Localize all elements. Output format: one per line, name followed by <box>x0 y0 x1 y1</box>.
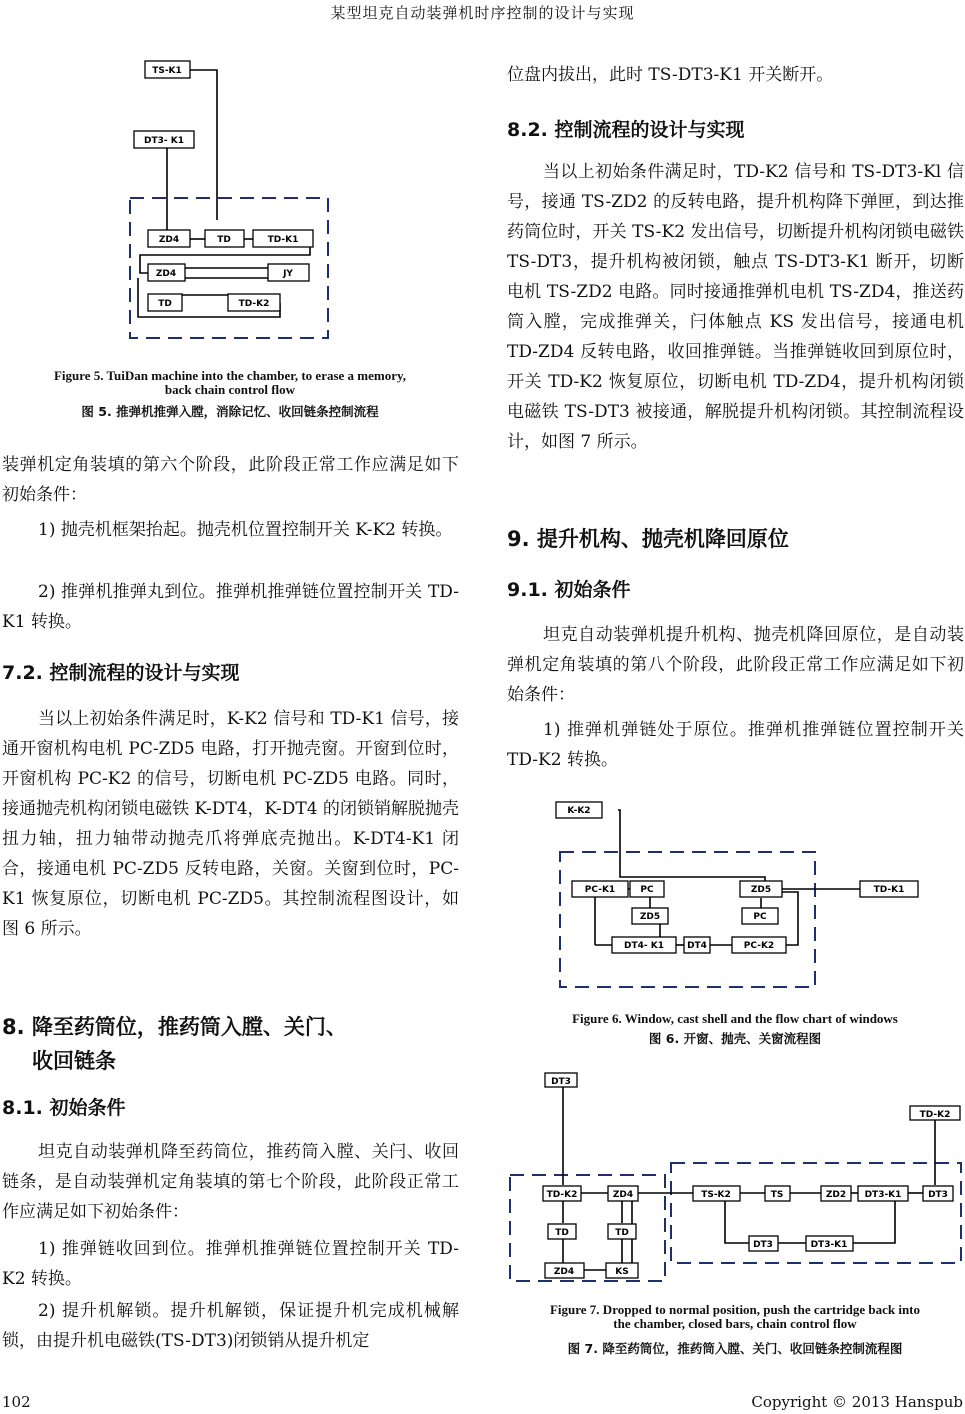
figure-5-diagram <box>120 55 340 350</box>
left-para-6: 1) 推弹链收回到位。推弹机推弹链位置控制开关 TD-K2 转换。 <box>2 1239 459 1289</box>
left-para-1: 装弹机定角装填的第六个阶段，此阶段正常工作应满足如下初始条件： <box>2 455 459 505</box>
right-para-2: 当以上初始条件满足时，TD-K2 信号和 TS-DT3-Kl 信号，接通 TS-ZD2 的反转电路，提升机构降下弹匣，到达推药筒位时，开关 TS-K2 发出信号，切断提升机构闭锁电磁铁 TS-DT3，提升机构被闭锁，触点 TS-DT3-K1 断开，切断电机 TS-ZD2 电路。同时接通推弹机电机 TS-ZD4，推送药筒入膛，完成推弹关，闩体触点 KS 发出信号，接通电机 TD-ZD4 反转电路，收回推弹链。当推弹链收回到原位时，开关 TD-K2 恢复原位，切断电机 TD-ZD4，提升机构闭锁电磁铁 TS-DT3 被接通，解脱提升机构闭锁。其控制流程设计，如图 7 所示。 <box>507 162 964 452</box>
box-pc: PC <box>640 885 654 895</box>
box-dt3-k1: DT3- K1 <box>144 136 184 146</box>
heading-8-1: 8.1. 初始条件 <box>2 1097 126 1119</box>
figure-7-diagram <box>505 1065 965 1285</box>
box-pc-k2: PC-K2 <box>743 941 775 951</box>
left-para-7: 2) 提升机解锁。提升机解锁，保证提升机完成机械解锁，由提升机电磁铁(TS-DT3)闭锁销从提升机定 <box>2 1301 459 1351</box>
figure-5-caption-zh: 图 5. 推弹机推弹入膛，消除记忆、收回链条控制流程 <box>81 404 379 419</box>
box-zd4-bottom: ZD4 <box>553 1267 575 1277</box>
box-td-k2-right: TD-K2 <box>919 1110 951 1120</box>
box-pc-2: PC <box>753 912 767 922</box>
box-ts-k1: TS-K1 <box>152 66 182 76</box>
left-para-2: 1) 抛壳机框架抬起。抛壳机位置控制开关 K-K2 转换。 <box>38 520 453 540</box>
box-td-2: TD <box>158 299 172 309</box>
left-para-3: 2) 推弹机推弹丸到位。推弹机推弹链位置控制开关 TD-K1 转换。 <box>2 582 459 632</box>
box-pc-k1: PC-K1 <box>584 885 616 895</box>
box-td-k2: TD-K2 <box>238 299 270 309</box>
heading-7-2: 7.2. 控制流程的设计与实现 <box>2 662 240 684</box>
page-number: 102 <box>2 1393 31 1411</box>
box-k-k2: K-K2 <box>567 806 591 816</box>
figure-6-caption-en: Figure 6. Window, cast shell and the flow chart of windows <box>572 1011 898 1026</box>
heading-9: 9. 提升机构、抛壳机降回原位 <box>507 527 789 551</box>
box-td-7b: TD <box>615 1228 629 1238</box>
box-td-k1: TD-K1 <box>267 235 299 245</box>
heading-8: 8. 降至药筒位，推药筒入膛、关门、 收回链条 <box>2 1015 347 1073</box>
heading-9-1: 9.1. 初始条件 <box>507 579 631 601</box>
figure-7-caption-en: Figure 7. Dropped to normal position, push the cartridge back into the chamber, closed bars, chain control flow <box>549 1302 921 1331</box>
left-para-4: 当以上初始条件满足时，K-K2 信号和 TD-K1 信号，接通开窗机构电机 PC-ZD5 电路，打开抛壳窗。开窗到位时，开窗机构 PC-K2 的信号，切断电机 PC-ZD5 电路。同时，接通抛壳机构闭锁电磁铁 K-DT4，K-DT4 的闭锁销解脱抛壳扭力轴，扭力轴带动抛壳爪将弹底壳抛出。K-DT4-K1 闭合，接通电机 PC-ZD5 反转电路，关窗。关窗到位时，PC-K1 恢复原位，切断电机 PC-ZD5。其控制流程图设计，如图 6 所示。 <box>2 709 459 939</box>
box-zd5: ZD5 <box>750 885 772 895</box>
box-dt3-k1: DT3-K1 <box>864 1190 902 1200</box>
box-td-k2: TD-K2 <box>546 1190 578 1200</box>
box-zd4: ZD4 <box>158 235 180 245</box>
figure-5-caption-en: Figure 5. TuiDan machine into the chamber, to erase a memory, back chain control flow <box>53 368 407 397</box>
box-td: TD <box>217 235 231 245</box>
figure-6-caption-zh: 图 6. 开窗、抛壳、关窗流程图 <box>648 1031 822 1046</box>
box-zd2: ZD2 <box>825 1190 847 1200</box>
box-ts: TS <box>770 1190 784 1200</box>
box-dt3-mid: DT3 <box>753 1240 773 1250</box>
box-dt3-top: DT3 <box>551 1077 571 1087</box>
figure-7-caption-zh: 图 7. 降至药筒位，推药筒入膛、关门、收回链条控制流程图 <box>567 1341 903 1356</box>
box-zd5-2: ZD5 <box>639 912 661 922</box>
running-header: 某型坦克自动装弹机时序控制的设计与实现 <box>330 4 635 22</box>
box-dt4-k1: DT4- K1 <box>624 941 664 951</box>
heading-8-2: 8.2. 控制流程的设计与实现 <box>507 119 745 141</box>
copyright: Copyright © 2013 Hanspub <box>751 1393 963 1411</box>
right-para-1: 位盘内拔出，此时 TS-DT3-K1 开关断开。 <box>507 65 834 85</box>
box-dt4: DT4 <box>687 941 707 951</box>
box-dt3-right: DT3 <box>928 1190 948 1200</box>
right-para-3: 坦克自动装弹机提升机构、抛壳机降回原位，是自动装弹机定角装填的第八个阶段，此阶段正常工作应满足如下初始条件： <box>507 625 964 705</box>
box-td-7a: TD <box>555 1228 569 1238</box>
box-td-k1-6: TD-K1 <box>873 885 905 895</box>
box-ks: KS <box>615 1267 629 1277</box>
figure-6-diagram <box>550 797 925 995</box>
box-jy: JY <box>283 269 293 279</box>
box-zd4-2: ZD4 <box>155 269 177 279</box>
right-para-4: 1) 推弹机弹链处于原位。推弹机推弹链位置控制开关 TD-K2 转换。 <box>507 720 964 770</box>
box-ts-k2: TS-K2 <box>701 1190 731 1200</box>
left-para-5: 坦克自动装弹机降至药筒位，推药筒入膛、关闩、收回链条，是自动装弹机定角装填的第七个阶段，此阶段正常工作应满足如下初始条件： <box>2 1142 459 1222</box>
box-dt3-k1-mid: DT3-K1 <box>810 1240 848 1250</box>
box-zd4-7: ZD4 <box>612 1190 634 1200</box>
